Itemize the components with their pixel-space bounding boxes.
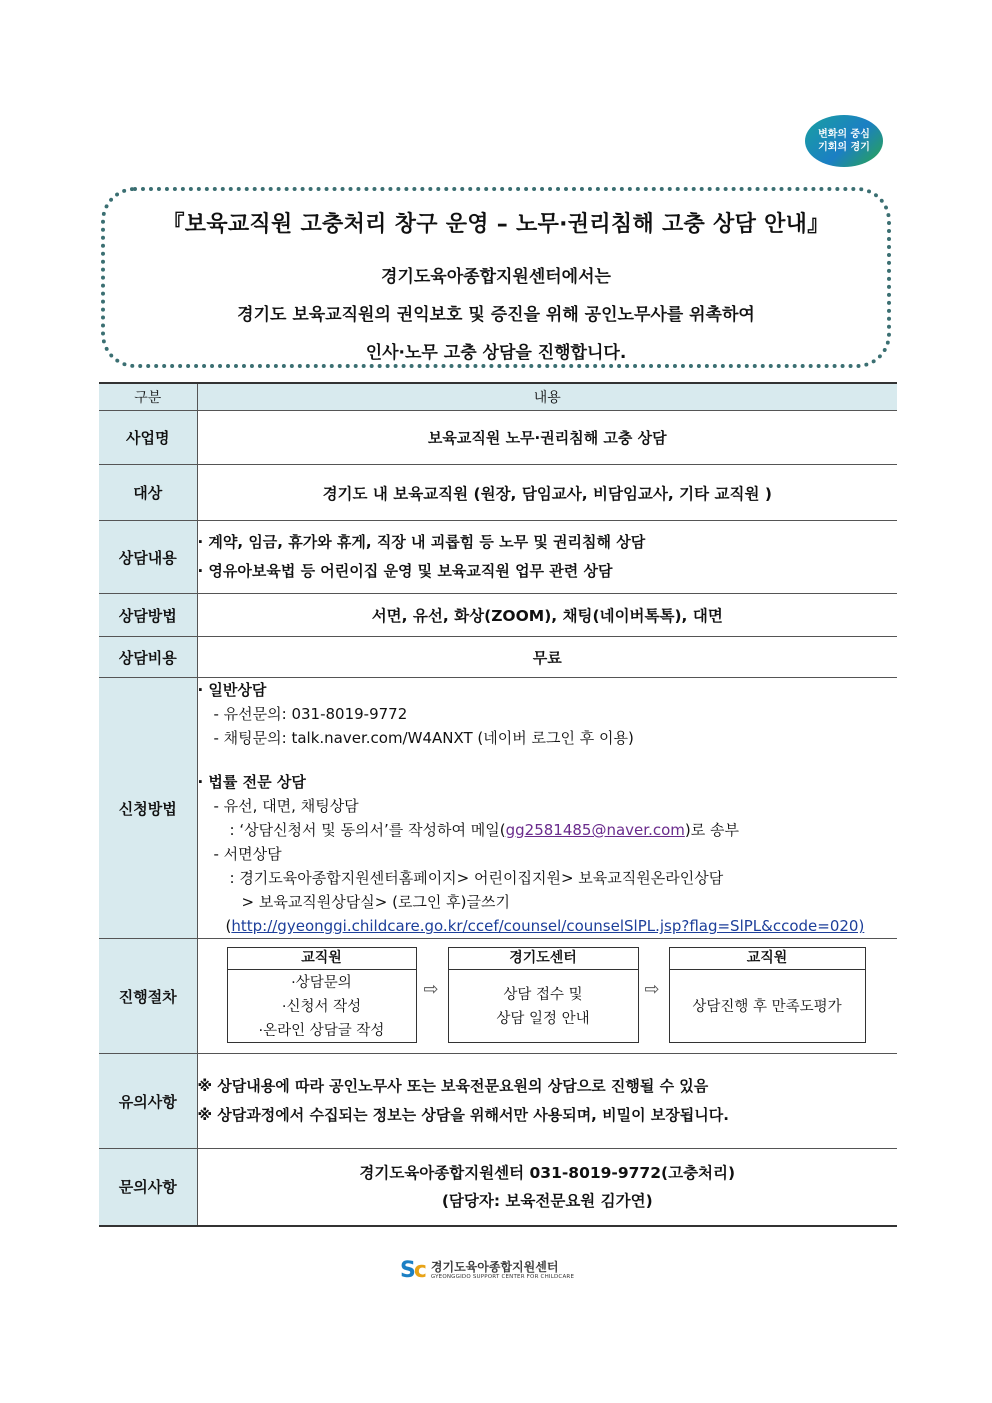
label-cost: 상담비용 [99, 637, 197, 678]
row-business [99, 411, 897, 465]
step-2-line: 상담 접수 및 [503, 986, 583, 1003]
chat-inquiry: - 채팅문의: talk.naver.com/W4ANXT (네이버 로그인 후 이용) [213, 729, 634, 747]
step-2-head: 경기도센터 [449, 948, 638, 970]
org-name-english: GYEONGGIDO SUPPORT CENTER FOR CHILDCARE [430, 1274, 575, 1280]
center-logo-icon: Sc [400, 1258, 425, 1283]
method-value: 서면, 유선, 화상(ZOOM), 채팅(네이버톡톡), 대면 [197, 594, 897, 637]
business-name: 보육교직원 노무·권리침해 고충 상담 [197, 411, 897, 465]
row-method [99, 594, 897, 637]
general-consult-title: · 일반상담 [197, 681, 267, 699]
phone-inquiry: - 유선문의: 031-8019-9772 [213, 705, 408, 723]
org-name-korean: 경기도육아종합지원센터 [430, 1260, 559, 1274]
step-1-line: ·신청서 작성 [281, 998, 362, 1015]
header-category: 구분 [99, 383, 197, 411]
contact-content [197, 1149, 897, 1226]
process-step-1 [227, 947, 417, 1043]
label-method: 상담방법 [99, 594, 197, 637]
desc-suffix: )로 송부 [684, 821, 739, 839]
contact-line-2: (담당자: 보육전문요원 김가연) [441, 1191, 653, 1210]
row-process [99, 939, 897, 1054]
row-cost [99, 637, 897, 678]
label-notes: 유의사항 [99, 1054, 197, 1149]
legal-sub-2-path2: > 보육교직원상담실> (로그인 후)글쓰기 [241, 893, 510, 911]
process-step-2 [448, 947, 639, 1043]
header-content: 내용 [197, 383, 897, 411]
row-apply [99, 678, 897, 939]
intro-line-2: 경기도 보육교직원의 권익보호 및 증진을 위해 공인노무사를 위촉하여 [237, 305, 755, 325]
label-contact: 문의사항 [99, 1149, 197, 1226]
legal-sub-1-desc [198, 818, 898, 842]
label-apply: 신청방법 [99, 678, 197, 939]
label-process: 진행절차 [99, 939, 197, 1054]
legal-sub-1: - 유선, 대면, 채팅상담 [213, 797, 359, 815]
row-contact [99, 1149, 897, 1226]
info-table [99, 382, 897, 1227]
process-content [197, 939, 897, 1054]
step-1-head: 교직원 [228, 948, 416, 970]
step-3-head: 교직원 [670, 948, 865, 970]
cost-value: 무료 [197, 637, 897, 678]
content-item: · 영유아보육법 등 어린이집 운영 및 보육교직원 업무 관련 상담 [197, 562, 613, 580]
step-1-line: ·상담문의 [291, 974, 352, 991]
legal-consult-title: · 법률 전문 상담 [197, 773, 306, 791]
badge-line1: 변화의 중심 [818, 129, 870, 140]
label-business: 사업명 [99, 411, 197, 465]
badge-line2: 기회의 경기 [818, 142, 870, 153]
step-2-line: 상담 일정 안내 [496, 1010, 590, 1027]
row-target [99, 465, 897, 521]
counsel-url-link[interactable]: http://gyeonggi.childcare.go.kr/ccef/counsel/counselSlPL.jsp?flag=SlPL&ccode=020) [231, 917, 865, 935]
step-3-line: 상담진행 후 만족도평가 [692, 998, 842, 1015]
intro-line-1: 경기도육아종합지원센터에서는 [381, 267, 611, 287]
footer-logo [400, 1258, 574, 1283]
note-item: ※ 상담내용에 따라 공인노무사 또는 보육전문요원의 상담으로 진행될 수 있음 [197, 1077, 709, 1095]
document-title: 『보육교직원 고충처리 창구 운영 – 노무·권리침해 고충 상담 안내』 [162, 212, 830, 237]
content-list [197, 521, 897, 594]
row-notes [99, 1054, 897, 1149]
legal-sub-2: - 서면상담 [213, 845, 282, 863]
apply-content [197, 678, 897, 939]
content-item: · 계약, 임금, 휴가와 휴게, 직장 내 괴롭힘 등 노무 및 권리침해 상담 [197, 533, 646, 551]
desc-prefix: : ‘상담신청서 및 동의서’를 작성하여 메일( [229, 821, 506, 839]
contact-line-1: 경기도육아종합지원센터 031-8019-9772(고충처리) [359, 1163, 736, 1182]
email-link[interactable]: gg2581485@naver.com [505, 821, 685, 839]
target-value: 경기도 내 보육교직원 (원장, 담임교사, 비담임교사, 기타 교직원 ) [197, 465, 897, 521]
step-1-line: ·온라인 상담글 작성 [258, 1022, 385, 1039]
label-target: 대상 [99, 465, 197, 521]
url-line [198, 914, 898, 938]
table-header-row [99, 383, 897, 411]
notes-list [197, 1054, 897, 1149]
label-content: 상담내용 [99, 521, 197, 594]
row-content [99, 521, 897, 594]
arrow-icon: ⇨ [423, 979, 439, 1000]
intro-box [101, 187, 891, 368]
slogan-badge [805, 115, 883, 167]
process-step-3 [669, 947, 866, 1043]
arrow-icon: ⇨ [644, 979, 660, 1000]
url-open-paren: ( [225, 917, 232, 935]
note-item: ※ 상담과정에서 수집되는 정보는 상담을 위해서만 사용되며, 비밀이 보장됩니다. [197, 1106, 729, 1124]
intro-line-3: 인사·노무 고충 상담을 진행합니다. [365, 343, 627, 363]
legal-sub-2-path1: : 경기도육아종합지원센터홈페이지> 어린이집지원> 보육교직원온라인상담 [229, 869, 724, 887]
